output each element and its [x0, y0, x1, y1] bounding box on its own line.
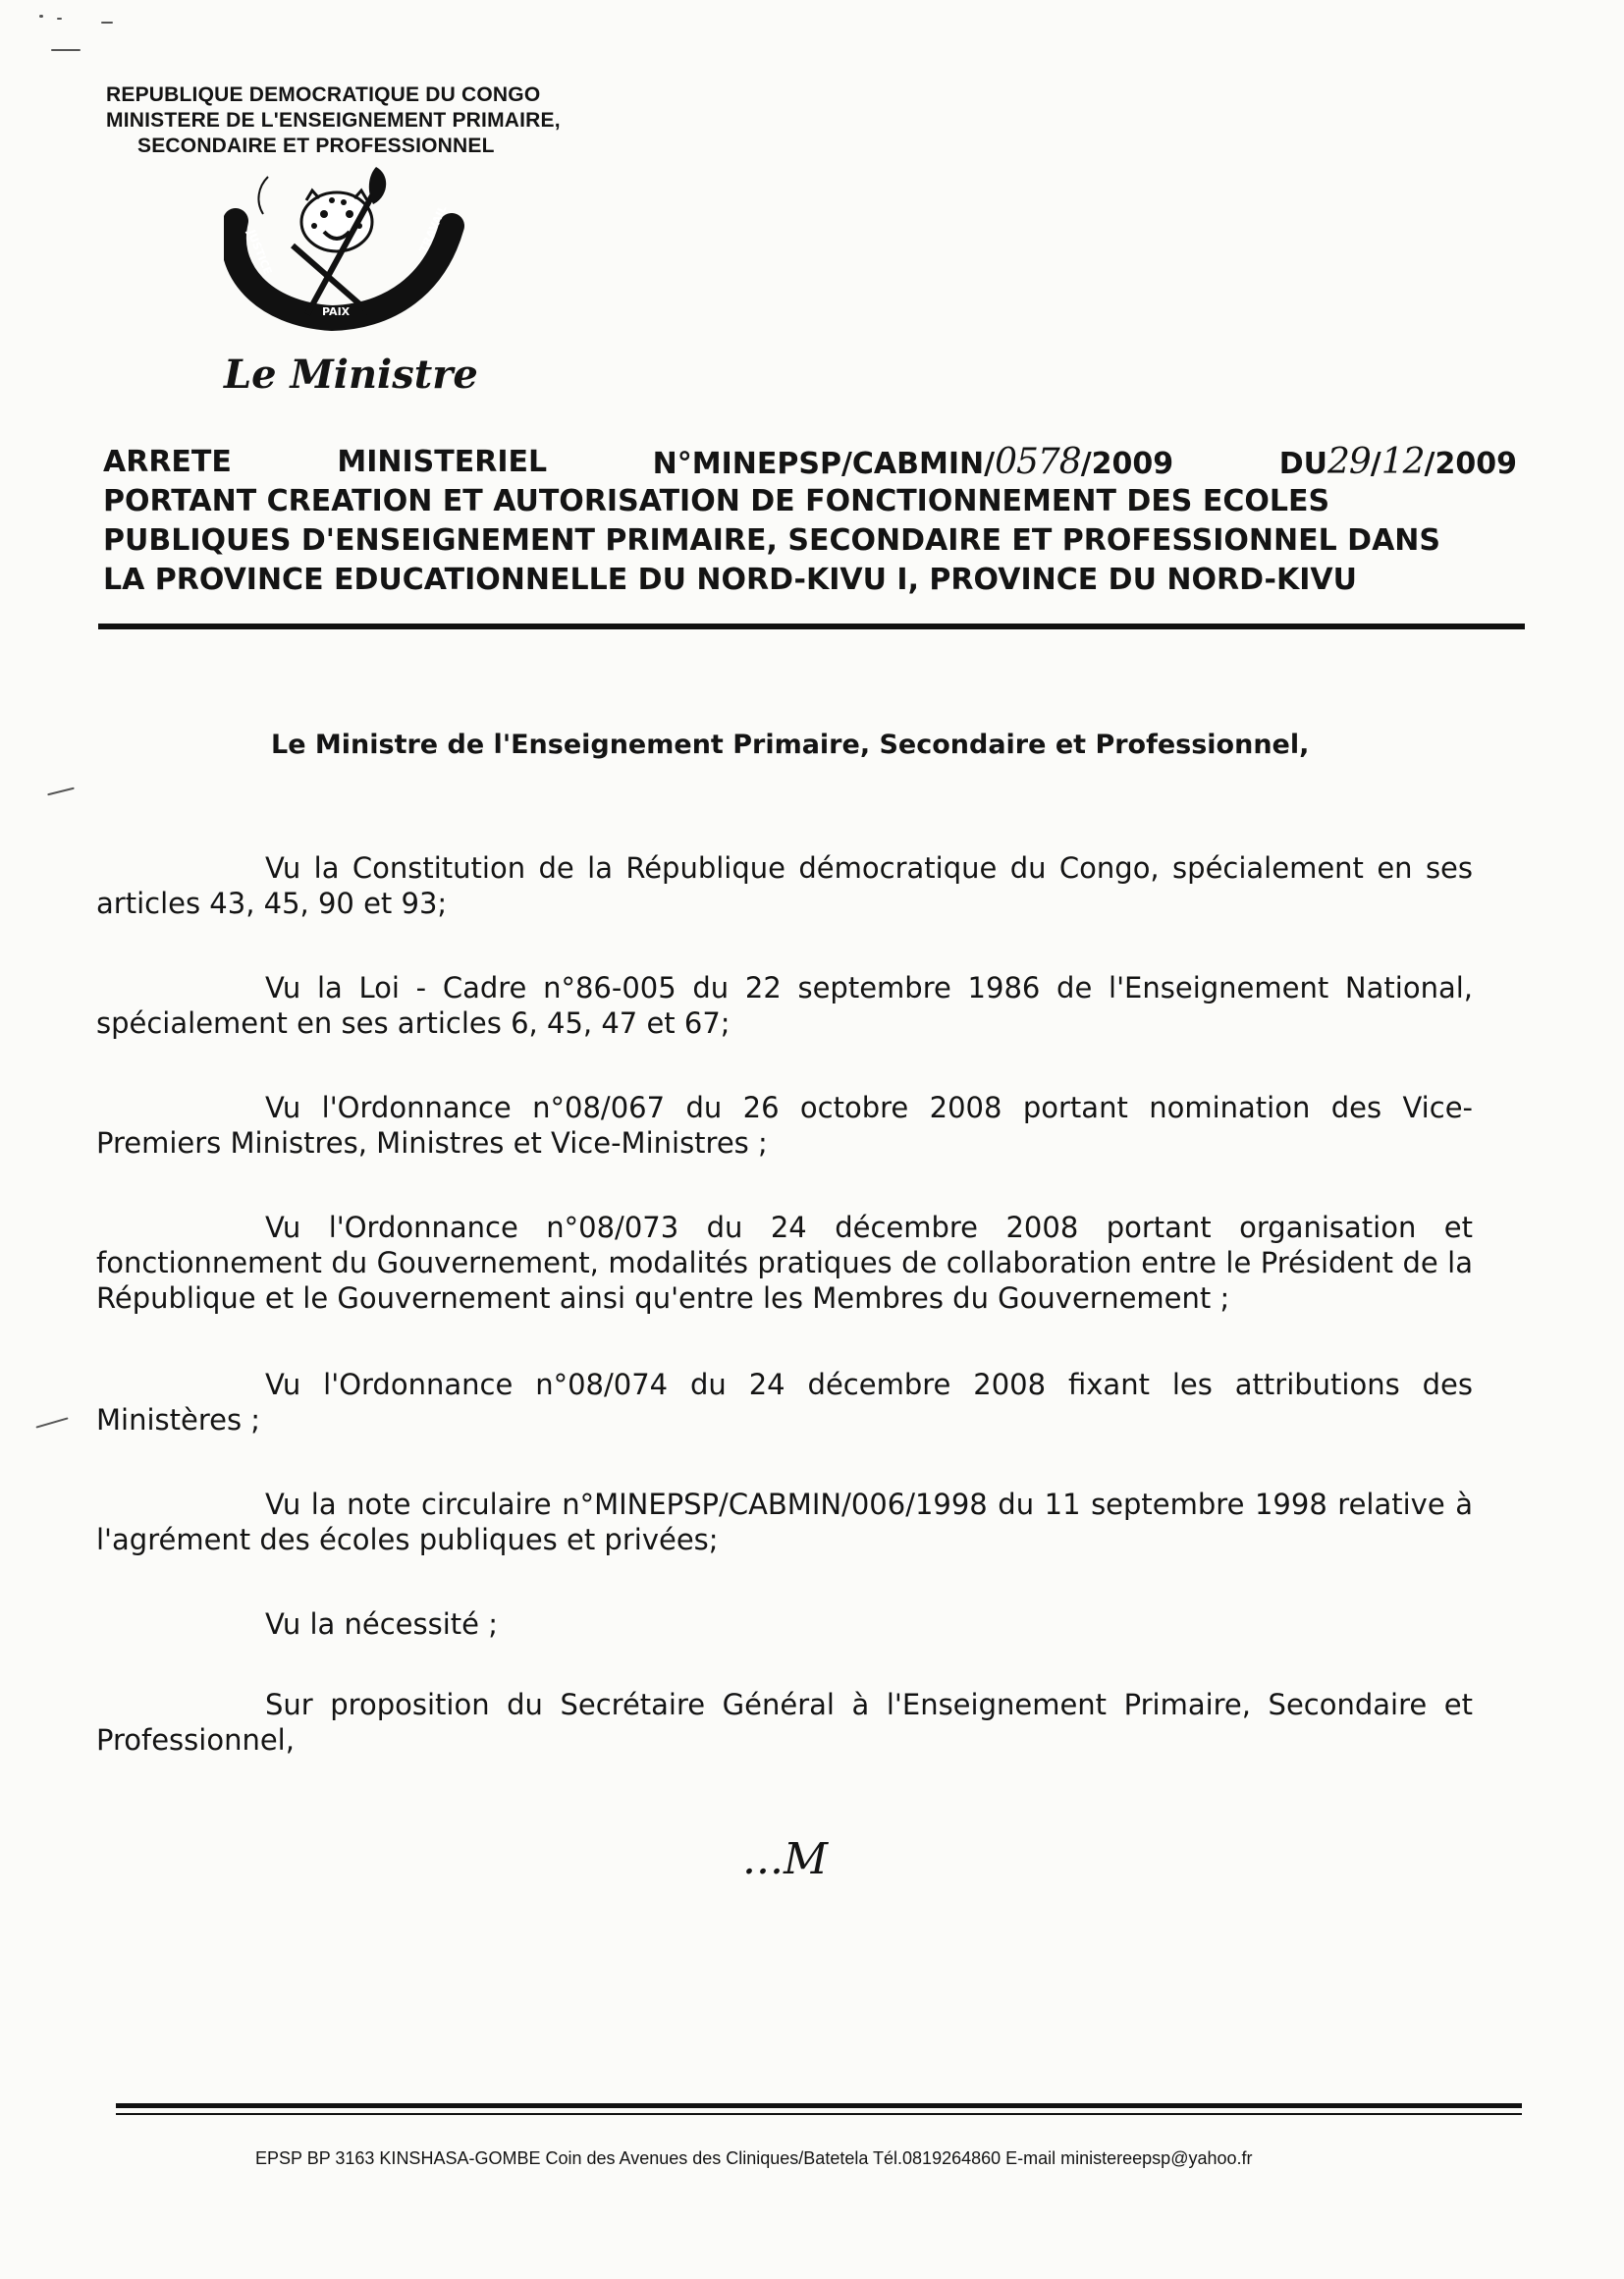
emblem-motto-right: TRAVAIL [416, 203, 450, 255]
footer-rule-thick [116, 2103, 1522, 2108]
consideration-paragraph: Vu l'Ordonnance n°08/073 du 24 décembre 2008 portant organisation et fonctionnement du Gouvernement, modalités pratiques de collaboration entre le Président de la République et le Gouvernement ainsi qu'entre les Membres du Gouvernement ; [96, 1211, 1473, 1315]
minister-signature-title: Le Ministre [224, 352, 478, 398]
decree-title-line-1 [103, 444, 1517, 483]
consideration-paragraph: Vu l'Ordonnance n°08/067 du 26 octobre 2008 portant nomination des Vice-Premiers Ministres, Ministres et Vice-Ministres ; [96, 1091, 1473, 1160]
consideration-paragraph: Sur proposition du Secrétaire Général à l'Enseignement Primaire, Secondaire et Professionnel, [96, 1688, 1473, 1757]
consideration-paragraph: Vu la Constitution de la République démocratique du Congo, spécialement en ses articles 43, 45, 90 et 93; [96, 851, 1473, 920]
consideration-paragraph: Vu la nécessité ; [265, 1607, 498, 1641]
coat-of-arms-emblem [224, 167, 469, 334]
title-word: ARRETE [103, 445, 232, 479]
scan-speck [57, 18, 62, 20]
scan-speck [39, 15, 43, 18]
decree-date: DU29/12/2009 [1278, 442, 1517, 482]
letterhead-ministry-cont: SECONDAIRE ET PROFESSIONNEL [137, 135, 495, 157]
decree-number: N°MINEPSP/CABMIN/0578/2009 [652, 442, 1174, 482]
letterhead-country: REPUBLIQUE DEMOCRATIQUE DU CONGO [106, 83, 541, 106]
decree-title-line-2: PORTANT CREATION ET AUTORISATION DE FONCTIONNEMENT DES ECOLES [103, 484, 1330, 518]
consideration-paragraph: Vu l'Ordonnance n°08/074 du 24 décembre 2008 fixant les attributions des Ministères ; [96, 1368, 1473, 1437]
spear-tip-icon [369, 167, 386, 204]
footer-rule-thin [116, 2113, 1522, 2115]
preamble-heading: Le Ministre de l'Enseignement Primaire, Secondaire et Professionnel, [271, 730, 1310, 760]
handwritten-number: 0578 [995, 442, 1081, 482]
letterhead-ministry: MINISTERE DE L'ENSEIGNEMENT PRIMAIRE, [106, 109, 561, 132]
continuation-mark: ...M [742, 1834, 829, 1884]
handwritten-month: 12 [1380, 442, 1425, 482]
emblem-outline [258, 177, 268, 214]
decree-title-line-3: PUBLIQUES D'ENSEIGNEMENT PRIMAIRE, SECONDAIRE ET PROFESSIONNEL DANS [103, 523, 1441, 558]
consideration-paragraph: Vu la note circulaire n°MINEPSP/CABMIN/006/1998 du 11 septembre 1998 relative à l'agrément des écoles publiques et privées; [96, 1488, 1473, 1556]
emblem-motto-center: PAIX [322, 305, 351, 318]
handwritten-day: 29 [1326, 442, 1371, 482]
footer-address: EPSP BP 3163 KINSHASA-GOMBE Coin des Avenues des Cliniques/Batetela Tél.0819264860 E-mail ministereepsp@yahoo.fr [255, 2148, 1253, 2168]
scan-speck [35, 1417, 68, 1428]
title-word: MINISTERIEL [337, 445, 548, 479]
scan-speck [51, 49, 81, 51]
scan-speck [101, 22, 113, 24]
scan-speck [47, 787, 75, 796]
decree-title-line-4: LA PROVINCE EDUCATIONNELLE DU NORD-KIVU I, PROVINCE DU NORD-KIVU [103, 563, 1357, 597]
consideration-paragraph: Vu la Loi - Cadre n°86-005 du 22 septembre 1986 de l'Enseignement National, spécialement en ses articles 6, 45, 47 et 67; [96, 971, 1473, 1040]
title-underline [98, 624, 1525, 629]
emblem-motto-left: JUSTICE [244, 228, 275, 277]
